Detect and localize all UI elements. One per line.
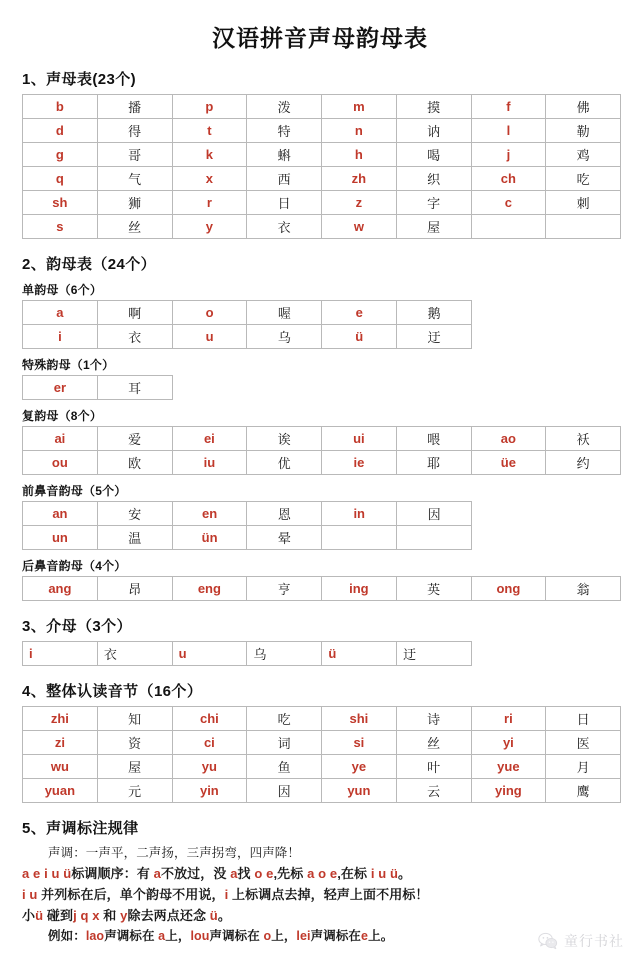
hanzi-cell: 鸡 — [546, 142, 621, 166]
hanzi-cell: 医 — [546, 730, 621, 754]
table-row — [23, 576, 621, 600]
rule-fragment: i u ü — [370, 866, 399, 882]
pinyin-cell: ch — [471, 166, 546, 190]
rule-fragment: lao — [85, 929, 105, 944]
table-cell-empty — [546, 214, 621, 238]
table-row — [23, 375, 173, 399]
pinyin-cell: iu — [172, 450, 247, 474]
hanzi-cell: 播 — [97, 94, 172, 118]
hanzi-cell: 得 — [97, 118, 172, 142]
rule-fragment: i — [224, 887, 229, 903]
finals-groups — [20, 281, 620, 601]
hanzi-cell: 勒 — [546, 118, 621, 142]
pinyin-cell: r — [172, 190, 247, 214]
hanzi-cell: 啊 — [97, 300, 172, 324]
rule-fragment: a o e — [307, 866, 338, 882]
pinyin-cell: ie — [322, 450, 397, 474]
tone-rule-line-3 — [22, 884, 620, 905]
hanzi-cell: 刺 — [546, 190, 621, 214]
hanzi-cell: 袄 — [546, 426, 621, 450]
rule-fragment: 碰到 — [43, 908, 74, 924]
pinyin-cell: i — [23, 324, 98, 348]
hanzi-cell: 迂 — [397, 641, 472, 665]
hanzi-cell: 特 — [247, 118, 322, 142]
hanzi-cell: 约 — [546, 450, 621, 474]
pinyin-cell: h — [322, 142, 397, 166]
pinyin-cell: p — [172, 94, 247, 118]
pinyin-cell: k — [172, 142, 247, 166]
hanzi-cell: 翁 — [546, 576, 621, 600]
rule-fragment: ,先标 — [273, 866, 308, 882]
pinyin-cell: c — [471, 190, 546, 214]
table-row — [23, 730, 621, 754]
pinyin-cell: zh — [322, 166, 397, 190]
pinyin-cell: o — [172, 300, 247, 324]
pinyin-cell: w — [322, 214, 397, 238]
hanzi-cell: 西 — [247, 166, 322, 190]
rule-fragment: 例如： — [48, 929, 86, 944]
rule-fragment: 找 — [237, 866, 255, 882]
hanzi-cell: 乌 — [247, 641, 322, 665]
watermark — [538, 931, 624, 951]
pinyin-cell: in — [322, 501, 397, 525]
rule-fragment: 标调顺序：有 — [71, 866, 154, 882]
finals-table-3 — [22, 501, 472, 550]
section-3-heading: 3、介母（3个） — [22, 617, 132, 635]
rule-fragment: o — [263, 929, 272, 944]
pinyin-cell: ü — [322, 641, 397, 665]
hanzi-cell: 知 — [97, 706, 172, 730]
pinyin-cell: b — [23, 94, 98, 118]
section-1-heading: 1、声母表(23个) — [22, 70, 137, 88]
wechat-icon — [538, 932, 558, 950]
pinyin-cell: yun — [322, 778, 397, 802]
pinyin-cell: en — [172, 501, 247, 525]
hanzi-cell: 喔 — [247, 300, 322, 324]
pinyin-cell: üe — [471, 450, 546, 474]
pinyin-cell: yuan — [23, 778, 98, 802]
pinyin-cell: chi — [172, 706, 247, 730]
table-row — [23, 525, 472, 549]
finals-subgroup-heading: 前鼻音韵母（5个） — [22, 483, 127, 498]
rule-fragment: 小 — [22, 908, 36, 924]
pinyin-cell: zi — [23, 730, 98, 754]
hanzi-cell: 日 — [247, 190, 322, 214]
pinyin-reference-page — [0, 24, 640, 965]
hanzi-cell: 摸 — [396, 94, 471, 118]
hanzi-cell: 诗 — [396, 706, 471, 730]
table-row — [23, 190, 621, 214]
initials-table-container — [20, 94, 620, 239]
hanzi-cell: 狮 — [97, 190, 172, 214]
pinyin-cell: ei — [172, 426, 247, 450]
watermark-label: 童行书社 — [564, 933, 624, 949]
pinyin-cell: f — [471, 94, 546, 118]
hanzi-cell: 衣 — [247, 214, 322, 238]
hanzi-cell: 吃 — [546, 166, 621, 190]
rule-fragment: a e i u ü — [22, 866, 72, 882]
pinyin-cell: l — [471, 118, 546, 142]
pinyin-cell: g — [23, 142, 98, 166]
pinyin-cell: si — [322, 730, 397, 754]
rule-fragment: o e — [254, 866, 274, 882]
table-row — [23, 142, 621, 166]
pinyin-cell: y — [172, 214, 247, 238]
rule-fragment: ü — [209, 908, 218, 924]
finals-subgroup-heading: 复韵母（8个） — [22, 408, 103, 423]
hanzi-cell: 讷 — [396, 118, 471, 142]
rule-fragment: i u — [22, 887, 38, 903]
hanzi-cell: 昂 — [97, 576, 172, 600]
hanzi-cell: 丝 — [97, 214, 172, 238]
rule-fragment: 不放过，没 — [160, 866, 231, 882]
hanzi-cell: 屋 — [97, 754, 172, 778]
rule-fragment: 上标调点去掉，轻声上面不用标！ — [228, 887, 429, 903]
hanzi-cell: 织 — [396, 166, 471, 190]
rule-fragment: e — [361, 929, 369, 944]
pinyin-cell: ying — [471, 778, 546, 802]
pinyin-cell: er — [23, 375, 98, 399]
pinyin-cell: u — [172, 324, 247, 348]
hanzi-cell: 乌 — [247, 324, 322, 348]
hanzi-cell: 安 — [97, 501, 172, 525]
hanzi-cell: 云 — [396, 778, 471, 802]
pinyin-cell: ui — [322, 426, 397, 450]
table-row — [23, 166, 621, 190]
finals-table-0 — [22, 300, 472, 349]
rule-fragment: a — [230, 866, 238, 882]
section-2-heading: 2、韵母表（24个） — [22, 255, 157, 273]
hanzi-cell: 词 — [247, 730, 322, 754]
tone-rule-line-5 — [22, 926, 620, 946]
rule-fragment: 。 — [398, 866, 412, 882]
hanzi-cell: 迂 — [397, 324, 472, 348]
hanzi-cell: 耶 — [396, 450, 471, 474]
hanzi-cell: 因 — [247, 778, 322, 802]
finals-subgroup-heading: 特殊韵母（1个） — [22, 357, 115, 372]
hanzi-cell: 衣 — [97, 324, 172, 348]
pinyin-cell: ün — [172, 525, 247, 549]
initials-table — [22, 94, 621, 239]
hanzi-cell: 气 — [97, 166, 172, 190]
finals-table-2 — [22, 426, 621, 475]
pinyin-cell: ou — [23, 450, 98, 474]
rule-fragment: 声调标在 — [209, 929, 264, 944]
hanzi-cell: 月 — [546, 754, 621, 778]
rule-fragment: lou — [190, 929, 210, 944]
tone-rule-line-1: 声调：一声平，二声扬，三声拐弯，四声降！ — [48, 845, 301, 860]
pinyin-cell: s — [23, 214, 98, 238]
hanzi-cell: 英 — [396, 576, 471, 600]
pinyin-cell: shi — [322, 706, 397, 730]
hanzi-cell: 丝 — [396, 730, 471, 754]
pinyin-cell: ong — [471, 576, 546, 600]
pinyin-cell: t — [172, 118, 247, 142]
hanzi-cell: 鹰 — [546, 778, 621, 802]
hanzi-cell: 字 — [396, 190, 471, 214]
rule-fragment: 上， — [271, 929, 297, 944]
finals-subgroup-heading: 后鼻音韵母（4个） — [22, 558, 127, 573]
table-row — [23, 94, 621, 118]
pinyin-cell: j — [471, 142, 546, 166]
hanzi-cell: 叶 — [396, 754, 471, 778]
rule-fragment: a — [158, 929, 166, 944]
rule-fragment: 上。 — [368, 929, 394, 944]
pinyin-cell: ao — [471, 426, 546, 450]
table-row — [23, 324, 472, 348]
rule-fragment: ü — [35, 908, 44, 924]
table-row — [23, 778, 621, 802]
hanzi-cell: 耳 — [97, 375, 172, 399]
pinyin-cell: un — [23, 525, 98, 549]
pinyin-cell: ai — [23, 426, 98, 450]
rule-fragment: 和 — [99, 908, 121, 924]
finals-subgroup-heading: 单韵母（6个） — [22, 282, 103, 297]
pinyin-cell: ri — [471, 706, 546, 730]
pinyin-cell: wu — [23, 754, 98, 778]
pinyin-cell: a — [23, 300, 98, 324]
table-row — [23, 426, 621, 450]
rule-fragment: 除去两点还念 — [127, 908, 210, 924]
pinyin-cell: yi — [471, 730, 546, 754]
rule-fragment: ,在标 — [337, 866, 371, 882]
pinyin-cell: yin — [172, 778, 247, 802]
hanzi-cell: 鱼 — [247, 754, 322, 778]
hanzi-cell: 恩 — [247, 501, 322, 525]
table-row — [23, 706, 621, 730]
finals-table-1 — [22, 375, 173, 400]
pinyin-cell: x — [172, 166, 247, 190]
pinyin-cell: ü — [322, 324, 397, 348]
pinyin-cell: e — [322, 300, 397, 324]
hanzi-cell: 温 — [97, 525, 172, 549]
tone-rule-line-4 — [22, 905, 620, 926]
table-cell-empty — [471, 214, 546, 238]
hanzi-cell: 诶 — [247, 426, 322, 450]
rule-fragment: a — [153, 866, 161, 882]
page-title: 汉语拼音声母韵母表 — [212, 25, 428, 51]
pinyin-cell: yu — [172, 754, 247, 778]
rule-fragment: y — [120, 908, 128, 924]
pinyin-cell: n — [322, 118, 397, 142]
pinyin-cell: ing — [322, 576, 397, 600]
pinyin-cell: yue — [471, 754, 546, 778]
hanzi-cell: 爱 — [97, 426, 172, 450]
rule-fragment: 。 — [217, 908, 231, 924]
pinyin-cell: an — [23, 501, 98, 525]
table-row — [23, 118, 621, 142]
hanzi-cell: 欧 — [97, 450, 172, 474]
hanzi-cell: 日 — [546, 706, 621, 730]
table-row — [23, 450, 621, 474]
hanzi-cell: 喂 — [396, 426, 471, 450]
hanzi-cell: 哥 — [97, 142, 172, 166]
pinyin-cell: zhi — [23, 706, 98, 730]
rule-fragment: lei — [296, 929, 311, 944]
table-row — [23, 300, 472, 324]
section-5-heading: 5、声调标注规律 — [22, 819, 139, 837]
hanzi-cell: 晕 — [247, 525, 322, 549]
rule-fragment: 上， — [165, 929, 191, 944]
pinyin-cell: eng — [172, 576, 247, 600]
table-row — [23, 501, 472, 525]
table-row — [23, 214, 621, 238]
table-cell-empty — [397, 525, 472, 549]
hanzi-cell: 衣 — [97, 641, 172, 665]
pinyin-cell: ang — [23, 576, 98, 600]
hanzi-cell: 蝌 — [247, 142, 322, 166]
rule-fragment: 声调标在 — [104, 929, 159, 944]
whole-syllables-table — [22, 706, 621, 803]
table-row — [23, 641, 472, 665]
rule-fragment: 声调标在 — [310, 929, 362, 944]
hanzi-cell: 屋 — [396, 214, 471, 238]
pinyin-cell: ye — [322, 754, 397, 778]
hanzi-cell: 资 — [97, 730, 172, 754]
hanzi-cell: 泼 — [247, 94, 322, 118]
pinyin-cell: sh — [23, 190, 98, 214]
rule-fragment: j q x — [73, 908, 100, 924]
hanzi-cell: 喝 — [396, 142, 471, 166]
hanzi-cell: 佛 — [546, 94, 621, 118]
table-cell-empty — [322, 525, 397, 549]
hanzi-cell: 鹅 — [397, 300, 472, 324]
medials-table — [22, 641, 472, 666]
hanzi-cell: 吃 — [247, 706, 322, 730]
table-row — [23, 754, 621, 778]
hanzi-cell: 元 — [97, 778, 172, 802]
pinyin-cell: q — [23, 166, 98, 190]
section-4-heading: 4、整体认读音节（16个） — [22, 682, 203, 700]
rule-fragment: 并列标在后，单个韵母不用说， — [37, 887, 225, 903]
pinyin-cell: i — [23, 641, 98, 665]
pinyin-cell: u — [172, 641, 247, 665]
pinyin-cell: ci — [172, 730, 247, 754]
hanzi-cell: 因 — [397, 501, 472, 525]
tone-rules-block — [22, 843, 620, 947]
pinyin-cell: m — [322, 94, 397, 118]
tone-rule-line-2 — [22, 863, 620, 884]
hanzi-cell: 优 — [247, 450, 322, 474]
finals-table-4 — [22, 576, 621, 601]
pinyin-cell: z — [322, 190, 397, 214]
hanzi-cell: 亨 — [247, 576, 322, 600]
pinyin-cell: d — [23, 118, 98, 142]
